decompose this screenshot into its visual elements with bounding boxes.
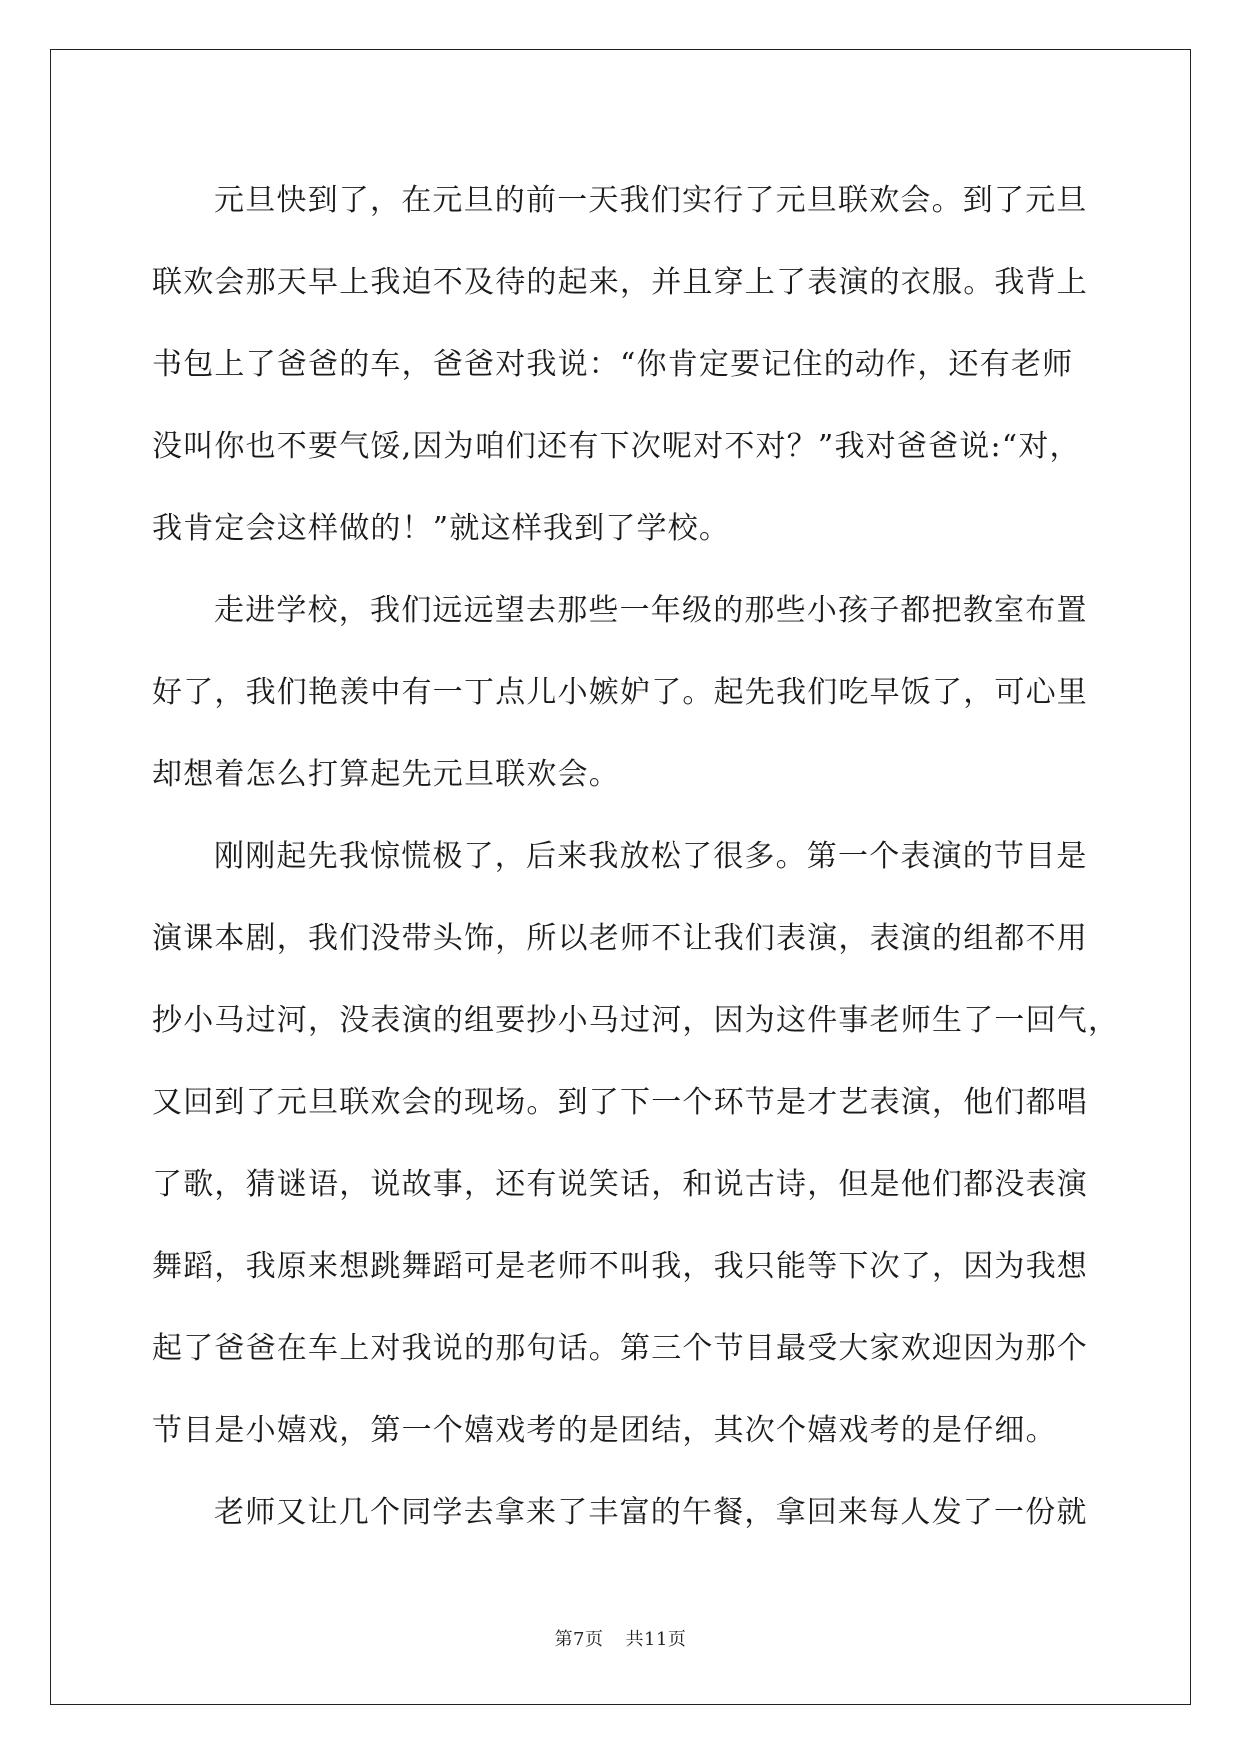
text-line: 又回到了元旦联欢会的现场。到了下一个环节是才艺表演，他们都唱 [152,1085,1088,1120]
text-line: 了歌，猜谜语，说故事，还有说笑话，和说古诗，但是他们都没表演 [152,1167,1088,1202]
paragraph [152,816,1120,1472]
text-line: 却想着怎么打算起先元旦联欢会。 [152,757,620,792]
text-line: 舞蹈，我原来想跳舞蹈可是老师不叫我，我只能等下次了，因为我想 [152,1249,1088,1284]
page-total: 共11页 [625,1629,687,1650]
text-line: 书包上了爸爸的车，爸爸对我说：“你肯定要记住的动作，还有老师 [152,347,1074,382]
paragraph [152,570,1092,816]
text-line: 演课本剧，我们没带头饰，所以老师不让我们表演，表演的组都不用 [152,921,1088,956]
text-line: 没叫你也不要气馁,因为咱们还有下次呢对不对？”我对爸爸说:“对， [152,429,1081,464]
paragraph [152,160,1092,570]
text-line: 起了爸爸在车上对我说的那句话。第三个节目最受大家欢迎因为那个 [152,1331,1088,1366]
text-line: 抄小马过河，没表演的组要抄小马过河，因为这件事老师生了一回气， [152,1003,1120,1038]
text-line: 老师又让几个同学去拿来了丰富的午餐，拿回来每人发了一份就 [214,1495,1088,1530]
paragraph [152,1472,1092,1554]
text-line: 好了，我们艳羡中有一丁点儿小嫉妒了。起先我们吃早饭了，可心里 [152,675,1088,710]
text-line: 联欢会那天早上我迫不及待的起来，并且穿上了表演的衣服。我背上 [152,265,1088,300]
text-line: 刚刚起先我惊慌极了，后来我放松了很多。第一个表演的节目是 [214,839,1088,874]
document-body [152,160,1120,1554]
text-line: 走进学校，我们远远望去那些一年级的那些小孩子都把教室布置 [214,593,1088,628]
text-line: 节目是小嬉戏，第一个嬉戏考的是团结，其次个嬉戏考的是仔细。 [152,1413,1057,1448]
page-number: 第7页 [554,1629,604,1650]
text-line: 元旦快到了，在元旦的前一天我们实行了元旦联欢会。到了元旦 [214,183,1088,218]
text-line: 我肯定会这样做的！”就这样我到了学校。 [152,511,731,546]
page-footer [0,1625,1241,1651]
